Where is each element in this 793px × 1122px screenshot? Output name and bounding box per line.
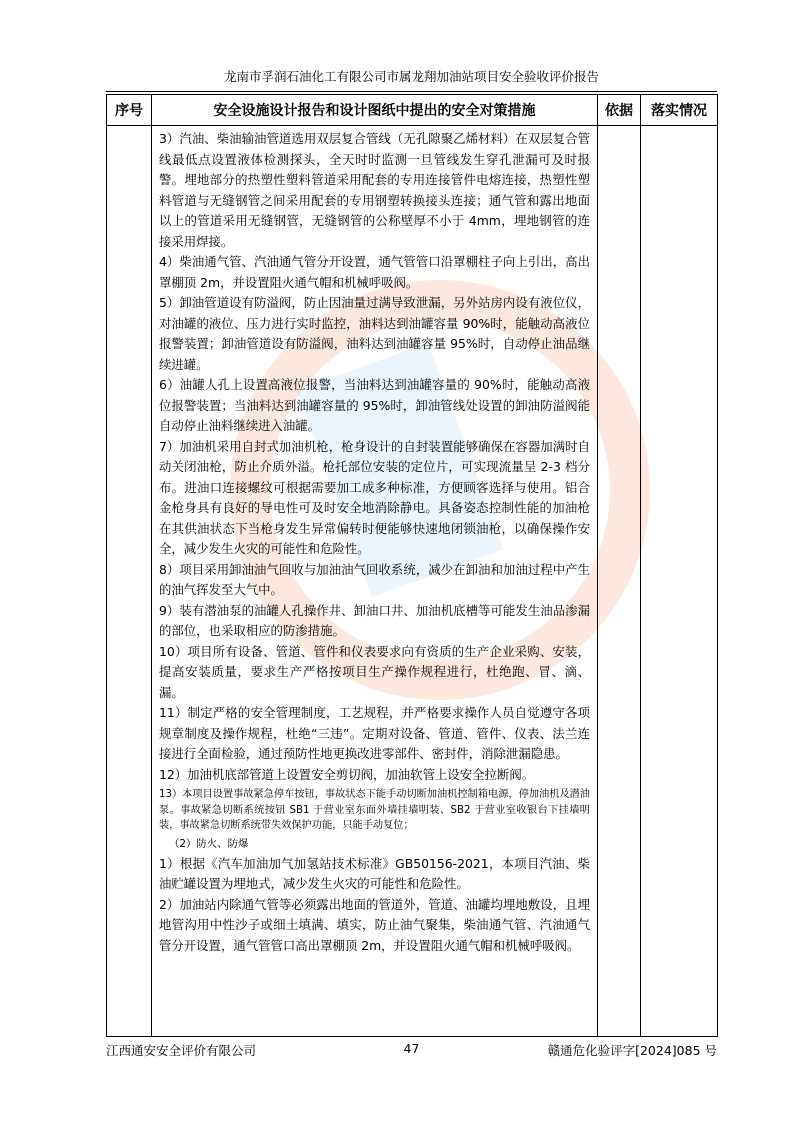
measure-item: 1）根据《汽车加油加气加氢站技术标准》GB50156-2021，本项目汽油、柴油贮罐设置为埋地式，减少发生火灾的可能性和危险性。	[159, 855, 590, 891]
measure-item: 11）制定严格的安全管理制度，工艺规程，并严格要求操作人员自觉遵守各项规章制度及操作规程，杜绝“三违”。定期对设备、管道、管件、仪表、法兰连接进行全面检验，通过预防性地更换改进零部件、密封件，消除泄漏隐患。	[159, 705, 590, 761]
page-number: 47	[403, 1041, 420, 1056]
status-cell	[641, 126, 718, 1037]
basis-cell	[598, 126, 641, 1037]
page-footer	[106, 1041, 717, 1059]
header-basis: 依据	[598, 95, 641, 126]
footer-company: 江西通安安全评价有限公司	[106, 1043, 257, 1058]
document-number: 赣通危化验评字[2024]085 号	[547, 1043, 717, 1058]
measure-item: 3）汽油、柴油输油管道选用双层复合管线（无孔隙聚乙烯材料）在双层复合管线最低点设置液体检测探头，全天时时监测一旦管线发生穿孔泄漏可及时报警。埋地部分的热塑性塑料管道采用配套的专用连接管件电熔连接，热塑性塑料管道与无缝钢管之间采用配套的专用钢塑转换接头连接；通气管和露出地面以上的管道采用无缝钢管，无缝钢管的公称壁厚不小于 4mm，埋地钢管的连接采用焊接。	[159, 131, 590, 249]
index-cell	[107, 126, 152, 1037]
measures-cell	[152, 126, 598, 1037]
measure-item: 6）油罐人孔上设置高液位报警，当油料达到油罐容量的 90%时，能触动高液位报警装置；当油料达到油罐容量的 95%时，卸油管线处设置的卸油防溢阀能自动停止油料继续进入油罐。	[159, 377, 590, 433]
table-row	[107, 126, 718, 1037]
header-index: 序号	[107, 95, 152, 126]
measure-item: 9）装有潜油泵的油罐人孔操作井、卸油口井、加油机底槽等可能发生油品渗漏的部位，也采取相应的防渗措施。	[159, 602, 590, 638]
measure-item: 2）加油站内除通气管等必须露出地面的管道外，管道、油罐均埋地敷设，且埋地管沟用中性沙子或细土填满、填实，防止油气聚集，柴油通气管、汽油通气管分开设置，通气管管口高出罩棚顶 2m，并设置阻火通气帽和机械呼吸阀。	[159, 896, 590, 953]
page-header: 龙南市孚润石油化工有限公司市属龙翔加油站项目安全验收评价报告	[106, 67, 717, 92]
section-heading: （2）防火、防爆	[169, 837, 249, 850]
measure-item-small: 13）本项目设置事故紧急停车按钮，事故状态下能手动切断加油机控制箱电源，停加油机及潜油泵。事故紧急切断系统按钮 SB1 于营业室东面外墙挂墙明装、SB2 于营业室收银台下挂墙明装，事故紧急切断系统带失效保护功能，只能手动复位；	[159, 789, 590, 831]
measure-item: 12）加油机底部管道上设置安全剪切阀，加油软管上设安全拉断阀。	[159, 766, 535, 782]
table-header-row	[107, 95, 718, 126]
measure-item: 8）项目采用卸油油气回收与加油油气回收系统，减少在卸油和加油过程中产生的油气挥发至大气中。	[159, 561, 590, 597]
header-status: 落实情况	[641, 95, 718, 126]
measure-item: 10）项目所有设备、管道、管件和仪表要求向有资质的生产企业采购、安装，提高安装质量，要求生产严格按项目生产操作规程进行，杜绝跑、冒、滴、漏。	[159, 643, 590, 700]
header-measures: 安全设施设计报告和设计图纸中提出的安全对策措施	[152, 95, 598, 126]
measure-item: 7）加油机采用自封式加油机枪，枪身设计的自封装置能够确保在容器加满时自动关闭油枪，防止介质外溢。枪托部位安装的定位片，可实现流量呈 2-3 档分布。进油口连接螺纹可根据需要加工成多种标准，方便顾客选择与使用。铝合金枪身具有良好的导电性可及时安全地消除静电。具备姿态控制性能的加油枪在其供油状态下当枪身发生异常偏转时便能够快速地闭锁油枪，以确保操作安全，减少发生火灾的可能性和危险性。	[159, 438, 590, 556]
measures-table	[106, 94, 718, 1037]
measure-item: 4）柴油通气管、汽油通气管分开设置，通气管管口沿罩棚柱子向上引出，高出罩棚顶 2m，并设置阻火通气帽和机械呼吸阀。	[159, 254, 590, 290]
measure-item: 5）卸油管道设有防溢阀，防止因油量过满导致泄漏，另外站房内设有液位仪，对油罐的液位、压力进行实时监控，油料达到油罐容量 90%时，能触动高液位报警装置；卸油管道设有防溢阀，油料达到油罐容量 95%时，自动停止油品继续进罐。	[159, 295, 590, 372]
